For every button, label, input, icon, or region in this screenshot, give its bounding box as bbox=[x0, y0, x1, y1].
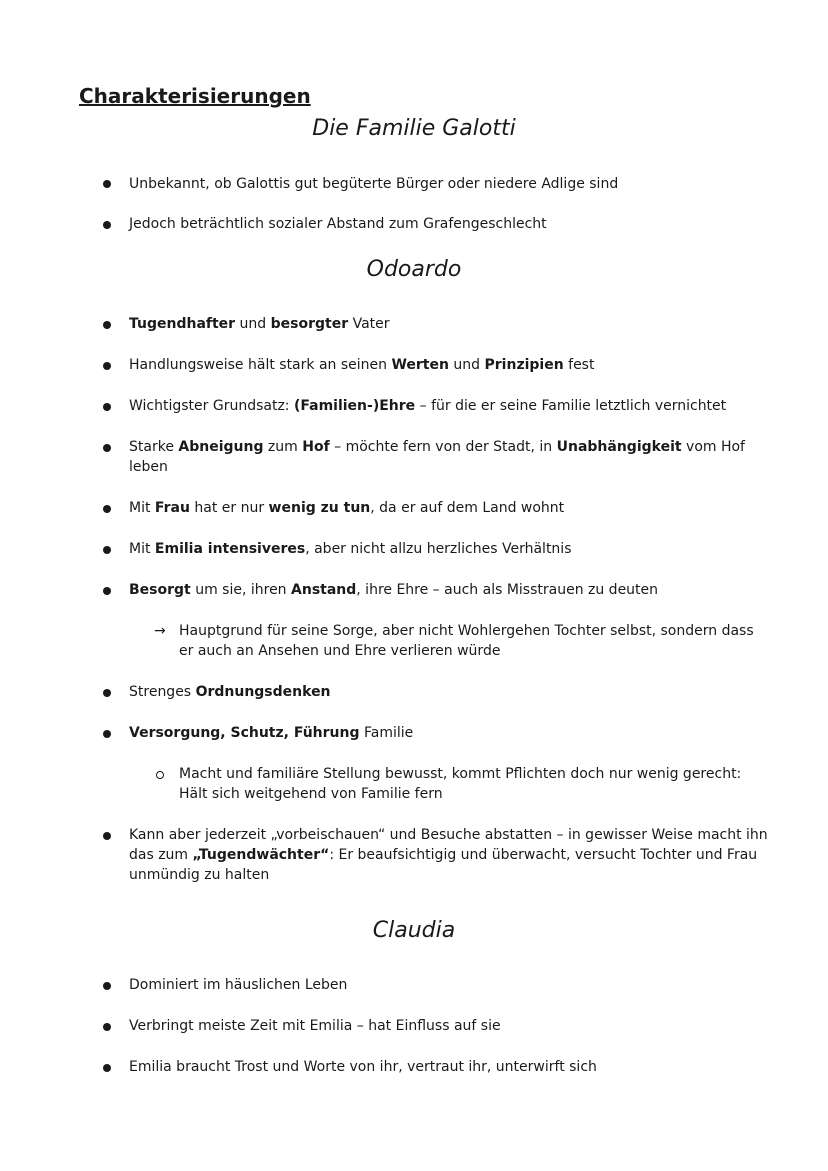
circle-bullet-icon bbox=[156, 771, 164, 779]
bullet-dot bbox=[103, 982, 111, 990]
bullet-dot bbox=[103, 832, 111, 840]
bullet-dot bbox=[103, 505, 111, 513]
list-item: Besorgt um sie, ihren Anstand, ihre Ehre – auch als Misstrauen zu deuten bbox=[129, 582, 659, 598]
list-item: Dominiert im häuslichen Leben bbox=[129, 977, 348, 993]
page-title: Charakterisierungen bbox=[79, 84, 311, 108]
list-item: Tugendhafter und besorgter Vater bbox=[129, 316, 390, 332]
heading-odoardo: Odoardo bbox=[366, 257, 462, 282]
bullet-dot bbox=[103, 689, 111, 697]
bullet-dot bbox=[103, 587, 111, 595]
bullet-dot bbox=[103, 444, 111, 452]
bullet-dot bbox=[103, 730, 111, 738]
list-item: Emilia braucht Trost und Worte von ihr, vertraut ihr, unterwirft sich bbox=[129, 1059, 597, 1075]
bullet-dot bbox=[103, 362, 111, 370]
list-item: Verbringt meiste Zeit mit Emilia – hat Einfluss auf sie bbox=[129, 1018, 501, 1034]
heading-claudia: Claudia bbox=[372, 918, 456, 943]
list-item: Handlungsweise hält stark an seinen Werten und Prinzipien fest bbox=[129, 357, 595, 373]
arrow-icon: → bbox=[154, 623, 166, 639]
list-item: Starke Abneigung zum Hof – möchte fern von der Stadt, in Unabhängigkeit vom Hof leben bbox=[129, 439, 745, 475]
bullet-dot bbox=[103, 321, 111, 329]
list-item: Unbekannt, ob Galottis gut begüterte Bürger oder niedere Adlige sind bbox=[129, 176, 619, 192]
list-item: Strenges Ordnungsdenken bbox=[129, 684, 331, 700]
list-item: Mit Frau hat er nur wenig zu tun, da er auf dem Land wohnt bbox=[129, 500, 565, 516]
bullet-dot bbox=[103, 221, 111, 229]
list-item: Mit Emilia intensiveres, aber nicht allzu herzliches Verhältnis bbox=[129, 541, 572, 557]
sub-item: Hauptgrund für seine Sorge, aber nicht Wohlergehen Tochter selbst, sondern dass er auch an Ansehen und Ehre verlieren würde bbox=[179, 623, 754, 659]
bullet-dot bbox=[103, 1023, 111, 1031]
heading-familie: Die Familie Galotti bbox=[312, 116, 516, 141]
list-item: Jedoch beträchtlich sozialer Abstand zum Grafengeschlecht bbox=[129, 216, 547, 232]
bullet-dot bbox=[103, 180, 111, 188]
bullet-dot bbox=[103, 403, 111, 411]
list-item: Kann aber jederzeit „vorbeischauen“ und Besuche abstatten – in gewisser Weise macht ihn das zum „Tugendwächter“: Er beaufsichtigig und überwacht, versucht Tochter und Frau unmündig zu halten bbox=[129, 827, 768, 883]
bullet-dot bbox=[103, 1064, 111, 1072]
bullet-dot bbox=[103, 546, 111, 554]
list-item: Wichtigster Grundsatz: (Familien-)Ehre – für die er seine Familie letztlich vernichtet bbox=[129, 398, 727, 414]
list-item: Versorgung, Schutz, Führung Familie bbox=[129, 725, 414, 741]
sub-item: Macht und familiäre Stellung bewusst, kommt Pflichten doch nur wenig gerecht: Hält sich weitgehend von Familie fern bbox=[179, 766, 742, 802]
